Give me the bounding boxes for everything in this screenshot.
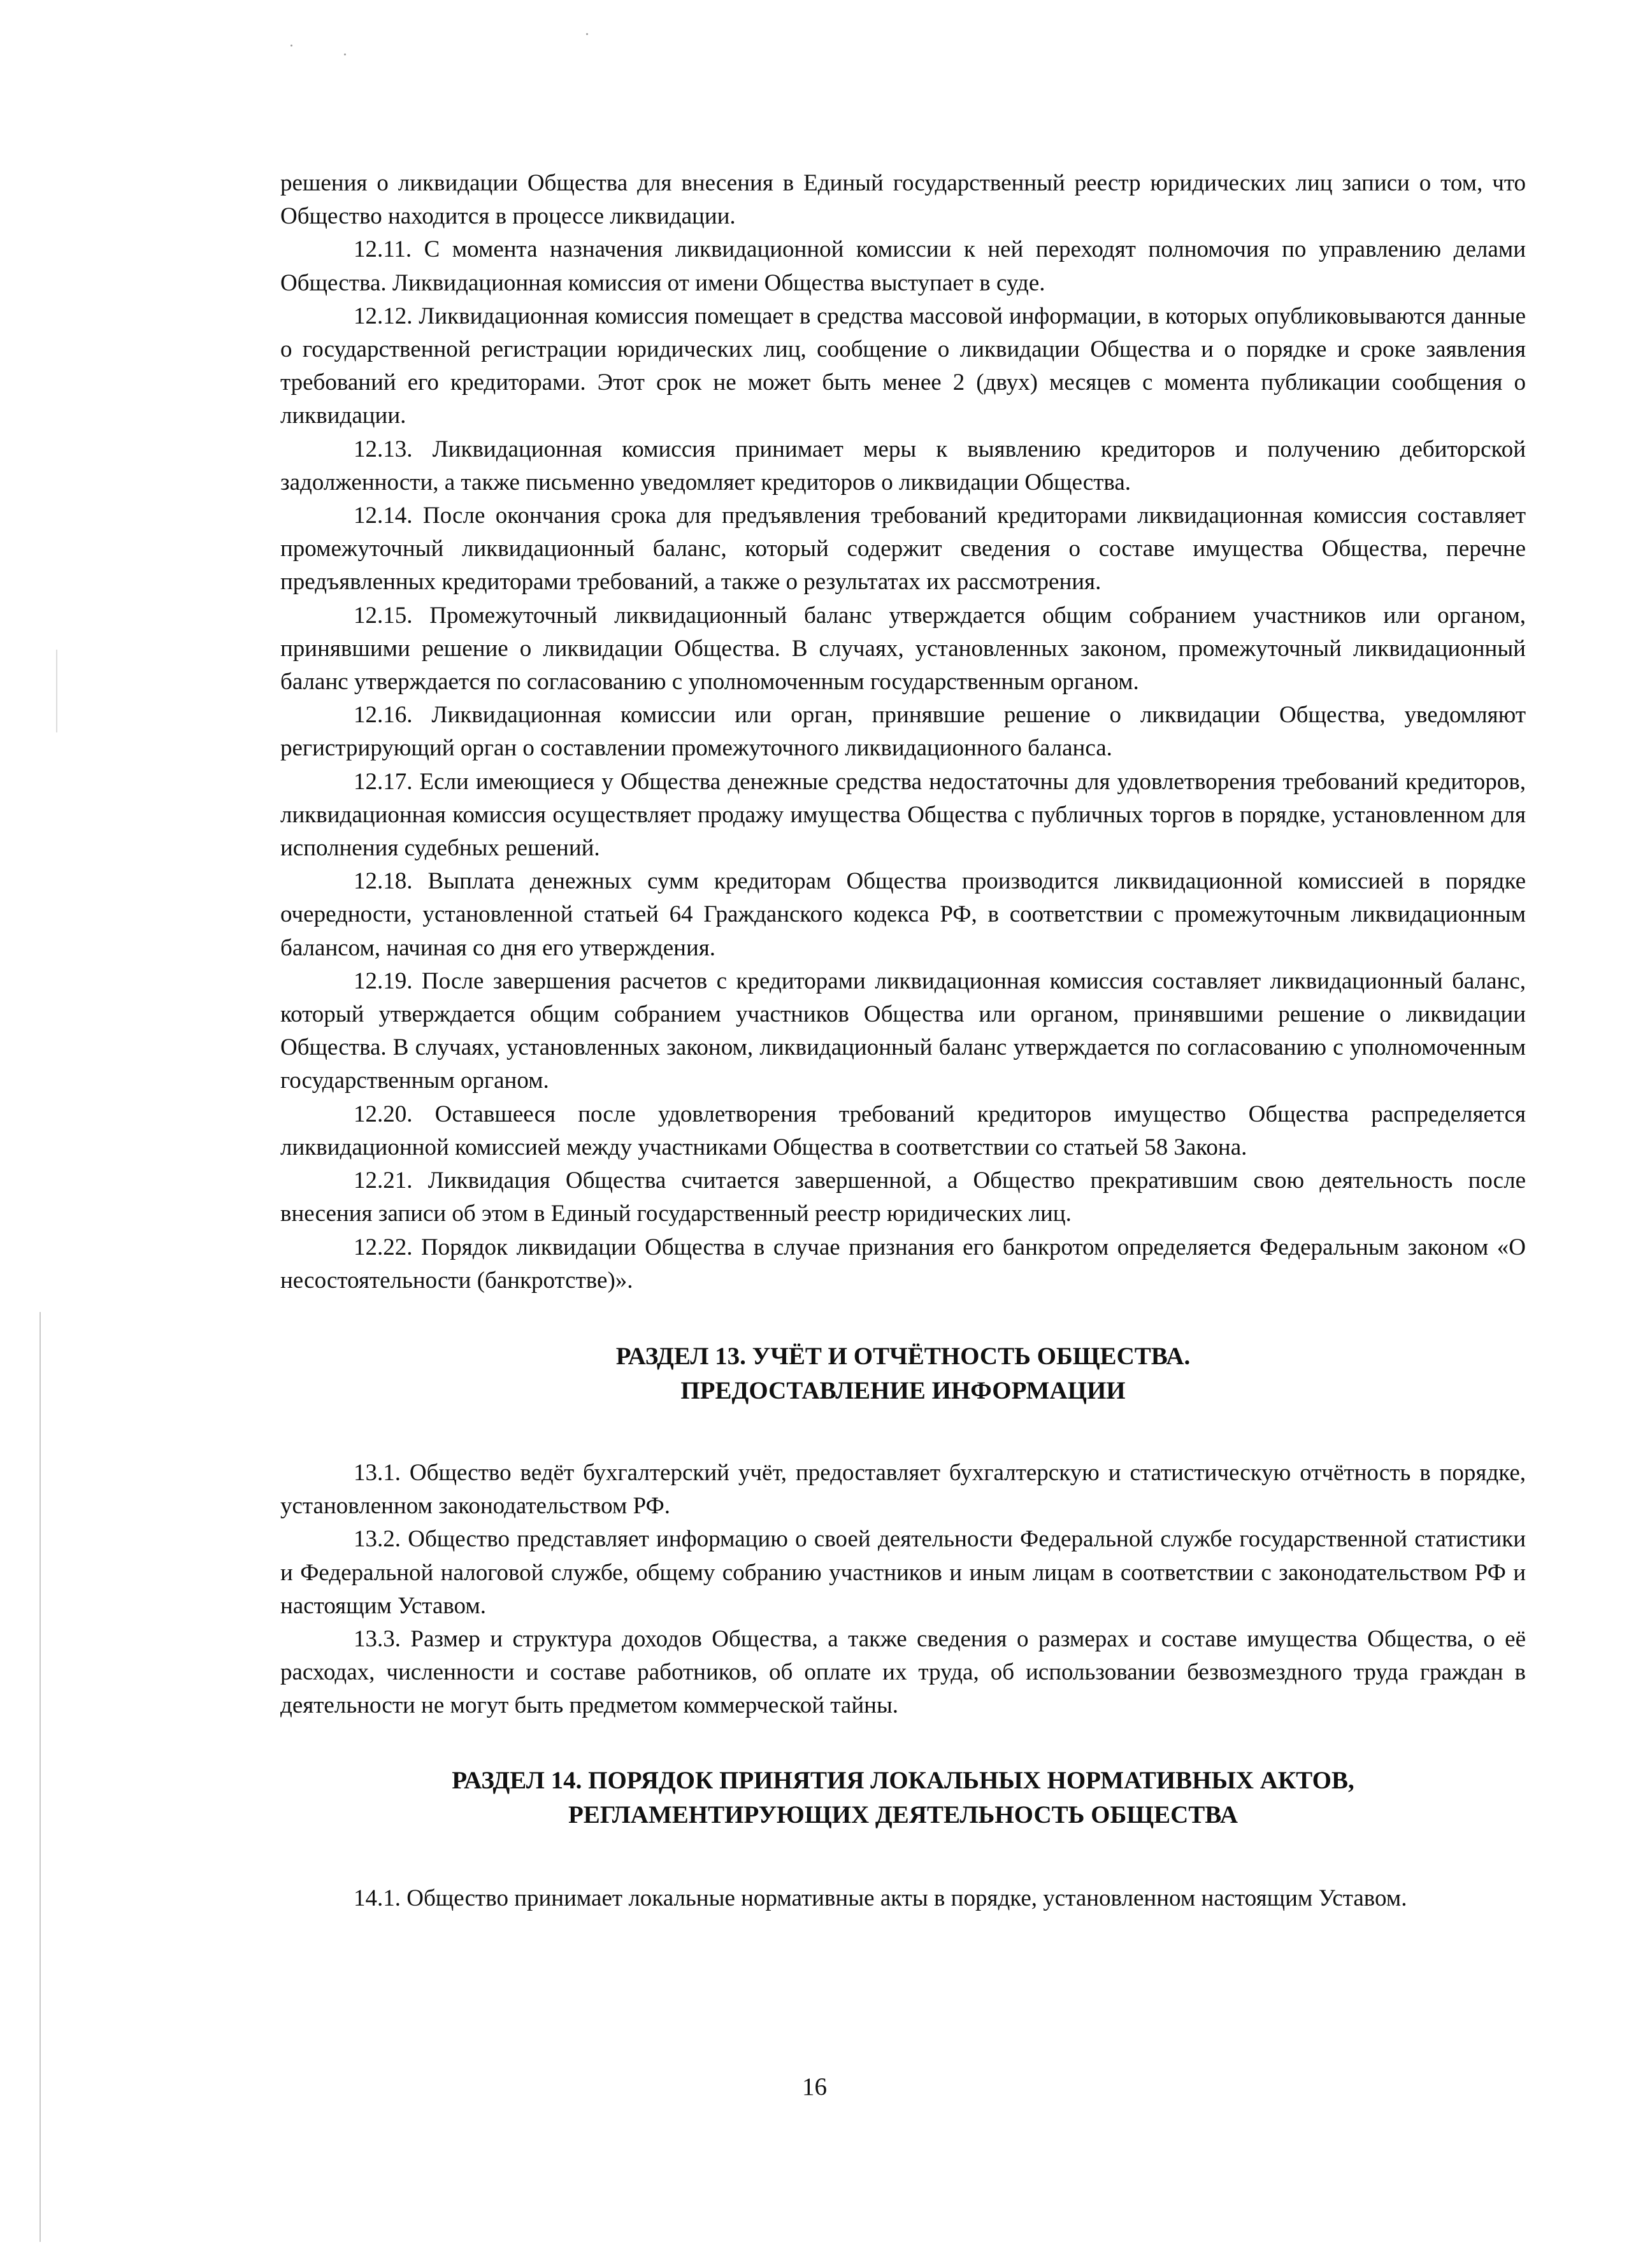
document-page [280, 167, 1526, 1915]
paragraph-12-19: 12.19. После завершения расчетов с кредиторами ликвидационная комиссия составляет ликвидационный баланс, который утверждается общим собранием участников Общества или органом, принявшими решение о ликвидации Общества. В случаях, установленных законом, ликвидационный баланс утверждается по согласованию с уполномоченным государственным органом. [280, 967, 1526, 1094]
paragraph-12-18: 12.18. Выплата денежных сумм кредиторам Общества производится ликвидационной комиссией в порядке очередности, установленной статьей 64 Гражданского кодекса РФ, в соответствии с промежуточным ликвидационным балансом, начиная со дня его утверждения. [280, 868, 1526, 961]
section-14-heading-line2: РЕГЛАМЕНТИРУЮЩИХ ДЕЯТЕЛЬНОСТЬ ОБЩЕСТВА [568, 1801, 1238, 1829]
paragraph-14-1: 14.1. Общество принимает локальные нормативные акты в порядке, установленном настоящим Уставом. [354, 1885, 1407, 1911]
paragraph-12-12: 12.12. Ликвидационная комиссия помещает в средства массовой информации, в которых опубликовываются данные о государственной регистрации юридических лиц, сообщение о ликвидации Общества и о порядке и сроке заявления требований его кредиторами. Этот срок не может быть менее 2 (двух) месяцев с момента публикации сообщения о ликвидации. [280, 303, 1526, 429]
page-number: 16 [802, 2073, 827, 2100]
paragraph-12-22: 12.22. Порядок ликвидации Общества в случае признания его банкротом определяется Федеральным законом «О несостоятельности (банкротстве)». [280, 1234, 1526, 1294]
paragraph-12-21: 12.21. Ликвидация Общества считается завершенной, а Общество прекратившим свою деятельность после внесения записи об этом в Единый государственный реестр юридических лиц. [280, 1167, 1526, 1227]
section-13-heading [280, 1339, 1526, 1408]
paragraph-12-17: 12.17. Если имеющиеся у Общества денежные средства недостаточны для удовлетворения требований кредиторов, ликвидационная комиссия осуществляет продажу имущества Общества с публичных торгов в порядке, установленном для исполнения судебных решений. [280, 768, 1526, 862]
section-13-heading-line1: РАЗДЕЛ 13. УЧЁТ И ОТЧЁТНОСТЬ ОБЩЕСТВА. [615, 1342, 1191, 1370]
scan-speck [291, 45, 292, 46]
scan-speck [586, 33, 588, 35]
paragraph-13-1: 13.1. Общество ведёт бухгалтерский учёт, предоставляет бухгалтерскую и статистическую отчётность в порядке, установленном законодательством РФ. [280, 1459, 1526, 1520]
scan-artifact-line [56, 650, 57, 732]
section-14-heading [280, 1764, 1526, 1832]
paragraph-12-11: 12.11. С момента назначения ликвидационной комиссии к ней переходят полномочия по управлению делами Общества. Ликвидационная комиссия от имени Общества выступает в суде. [280, 236, 1526, 296]
paragraph-12-14: 12.14. После окончания срока для предъявления требований кредиторами ликвидационная комиссия составляет промежуточный ликвидационный баланс, который содержит сведения о составе имущества Общества, перечне предъявленных кредиторами требований, а также о результатах их рассмотрения. [280, 503, 1526, 596]
paragraph-13-3: 13.3. Размер и структура доходов Общества, а также сведения о размерах и составе имущества Общества, о её расходах, численности и составе работников, об оплате их труда, об использовании безвозмездного труда граждан в деятельности не могут быть предметом коммерческой тайны. [280, 1625, 1526, 1719]
paragraph-12-16: 12.16. Ликвидационная комиссии или орган, принявшие решение о ликвидации Общества, уведомляют регистрирующий орган о составлении промежуточного ликвидационного баланса. [280, 702, 1526, 762]
paragraph-12-13: 12.13. Ликвидационная комиссия принимает меры к выявлению кредиторов и получению дебиторской задолженности, а также письменно уведомляет кредиторов о ликвидации Общества. [280, 436, 1526, 496]
paragraph-12-20: 12.20. Оставшееся после удовлетворения требований кредиторов имущество Общества распределяется ликвидационной комиссией между участниками Общества в соответствии со статьей 58 Закона. [280, 1101, 1526, 1160]
paragraph-continuation: решения о ликвидации Общества для внесения в Единый государственный реестр юридических лиц записи о том, что Общество находится в процессе ликвидации. [280, 170, 1526, 230]
section-13-heading-line2: ПРЕДОСТАВЛЕНИЕ ИНФОРМАЦИИ [680, 1376, 1126, 1404]
paragraph-13-2: 13.2. Общество представляет информацию о своей деятельности Федеральной службе государственной статистики и Федеральной налоговой службе, общему собранию участников и иным лицам в соответствии с законодательством РФ и настоящим Уставом. [280, 1526, 1526, 1619]
paragraph-12-15: 12.15. Промежуточный ликвидационный баланс утверждается общим собранием участников или органом, принявшими решение о ликвидации Общества. В случаях, установленных законом, промежуточный ликвидационный баланс утверждается по согласованию с уполномоченным государственным органом. [280, 602, 1526, 695]
section-14-heading-line1: РАЗДЕЛ 14. ПОРЯДОК ПРИНЯТИЯ ЛОКАЛЬНЫХ НОРМАТИВНЫХ АКТОВ, [452, 1766, 1354, 1794]
scan-speck [344, 53, 346, 55]
